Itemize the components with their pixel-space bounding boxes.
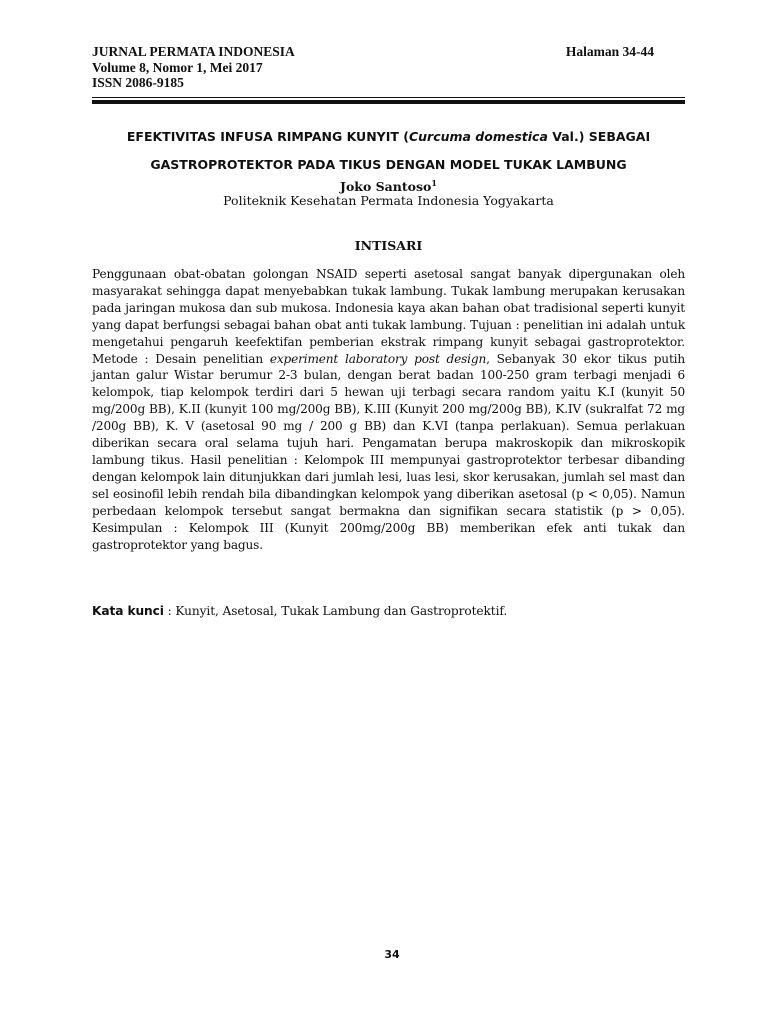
title-species-name: Curcuma domestica xyxy=(408,129,548,144)
abstract-heading: INTISARI xyxy=(354,238,423,253)
abstract-text-part-1: Penggunaan obat-obatan golongan NSAID seperti asetosal sangat banyak dipergunakan oleh masyarakat sehingga dapat menyebabkan tukak lambung. Tukak lambung merupakan kerusakan pada jaringan mukosa dan sub mukosa. Indonesia kaya akan bahan obat tradisional seperti kunyit yang dapat berfungsi sebagai bahan obat anti tukak lambung. Tujuan : penelitian ini adalah untuk mengetahui pengaruh keefektifan pemberian ekstrak rimpang kunyit sebagai gastroprotektor. Metode : Desain penelitian xyxy=(92,267,685,366)
author-affiliation: Politeknik Kesehatan Permata Indonesia Yogyakarta xyxy=(223,193,554,208)
abstract-body xyxy=(92,266,685,553)
abstract-text-italic: experiment laboratory post design xyxy=(269,351,487,366)
paper-title xyxy=(92,123,685,179)
title-line-1-before: EFEKTIVITAS INFUSA RIMPANG KUNYIT ( xyxy=(126,129,409,144)
journal-name: JURNAL PERMATA INDONESIA xyxy=(92,44,295,59)
title-line-1 xyxy=(92,123,685,151)
keywords xyxy=(92,603,685,620)
author-superscript: 1 xyxy=(431,178,437,188)
keywords-text: : Kunyit, Asetosal, Tukak Lambung dan Gastroprotektif. xyxy=(163,604,508,618)
journal-issn: ISSN 2086-9185 xyxy=(92,75,184,90)
title-line-1-after: Val.) SEBAGAI xyxy=(547,129,651,144)
title-line-2: GASTROPROTEKTOR PADA TIKUS DENGAN MODEL TUKAK LAMBUNG xyxy=(150,157,627,172)
keywords-label: Kata kunci xyxy=(92,604,164,618)
page-number: 34 xyxy=(384,948,400,961)
journal-pages: Halaman 34-44 xyxy=(565,44,654,59)
journal-volume: Volume 8, Nomor 1, Mei 2017 xyxy=(92,59,263,75)
author-name: Joko Santoso xyxy=(340,179,432,195)
header-rule-thick xyxy=(92,100,685,104)
abstract-text-part-2: , Sebanyak 30 ekor tikus putih jantan galur Wistar berumur 2-3 bulan, dengan berat badan 100-250 gram terbagi menjadi 6 kelompok, tiap kelompok terdiri dari 5 hewan uji terbagi secara random yaitu K.I (kunyit 50 mg/200g BB), K.II (kunyit 100 mg/200g BB), K.III (Kunyit 200 mg/200g BB), K.IV (sukralfat 72 mg /200g BB), K. V (asetosal 90 mg / 200 g BB) dan K.VI (tanpa perlakuan). Semua perlakuan diberikan secara oral selama tujuh hari. Pengamatan berupa makroskopik dan mikroskopik lambung tikus. Hasil penelitian : Kelompok III mempunyai gastroprotektor terbesar dibanding dengan kelompok lain ditunjukkan dari jumlah lesi, luas lesi, skor kerusakan, jumlah sel mast dan sel eosinofil lebih rendah bila dibandingkan kelompok yang diberikan asetosal (p < 0,05). Namun perbedaan kelompok tersebut sangat bermakna dan signifikan secara statistik (p > 0,05). Kesimpulan : Kelompok III (Kunyit 200mg/200g BB) memberikan efek anti tukak dan gastroprotektor yang bagus. xyxy=(92,351,686,552)
journal-header xyxy=(92,44,684,91)
header-rule-thin xyxy=(92,97,685,98)
